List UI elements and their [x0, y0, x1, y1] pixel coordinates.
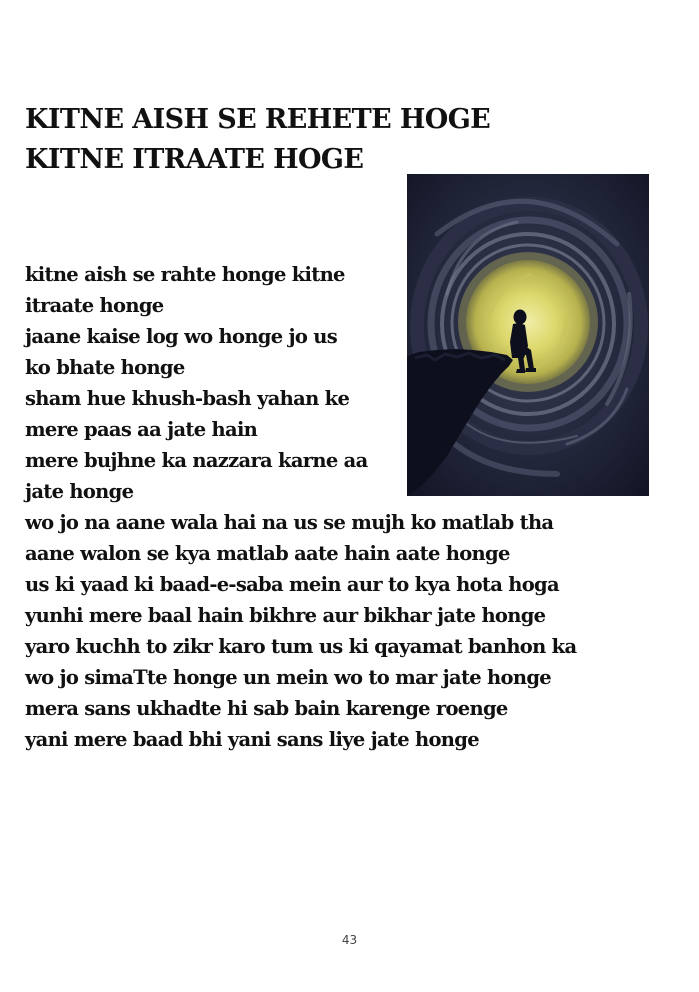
- poem-line: ko bhate honge: [25, 356, 185, 379]
- title-line-1: KITNE AISH SE REHETE HOGE: [25, 104, 491, 135]
- poem-line: kitne aish se rahte honge kitne: [25, 263, 345, 286]
- poem-line: mere bujhne ka nazzara karne aa: [25, 449, 368, 472]
- poem-line: sham hue khush-bash yahan ke: [25, 387, 350, 410]
- poem-title: [25, 100, 490, 180]
- poem-line: mere paas aa jate hain: [25, 418, 258, 441]
- poem-line: yaro kuchh to zikr karo tum us ki qayamat banhon ka: [25, 635, 577, 658]
- poem-line: aane walon se kya matlab aate hain aate honge: [25, 542, 510, 565]
- poem-line: jate honge: [25, 480, 134, 503]
- poem-line: yani mere baad bhi yani sans liye jate honge: [25, 728, 479, 751]
- poem-line: itraate honge: [25, 294, 164, 317]
- title-line-2: KITNE ITRAATE HOGE: [25, 144, 364, 175]
- poem-line: us ki yaad ki baad-e-saba mein aur to kya hota hoga: [25, 573, 559, 596]
- poem-line: yunhi mere baal hain bikhre aur bikhar jate honge: [25, 604, 546, 627]
- poem-line: jaane kaise log wo honge jo us: [25, 325, 338, 348]
- poem-body: [25, 259, 576, 755]
- page-number: 43: [341, 933, 358, 947]
- poem-line: wo jo na aane wala hai na us se mujh ko matlab tha: [25, 511, 554, 534]
- poem-line: wo jo simaTte honge un mein wo to mar jate honge: [25, 666, 551, 689]
- poem-line: mera sans ukhadte hi sab bain karenge roenge: [25, 697, 508, 720]
